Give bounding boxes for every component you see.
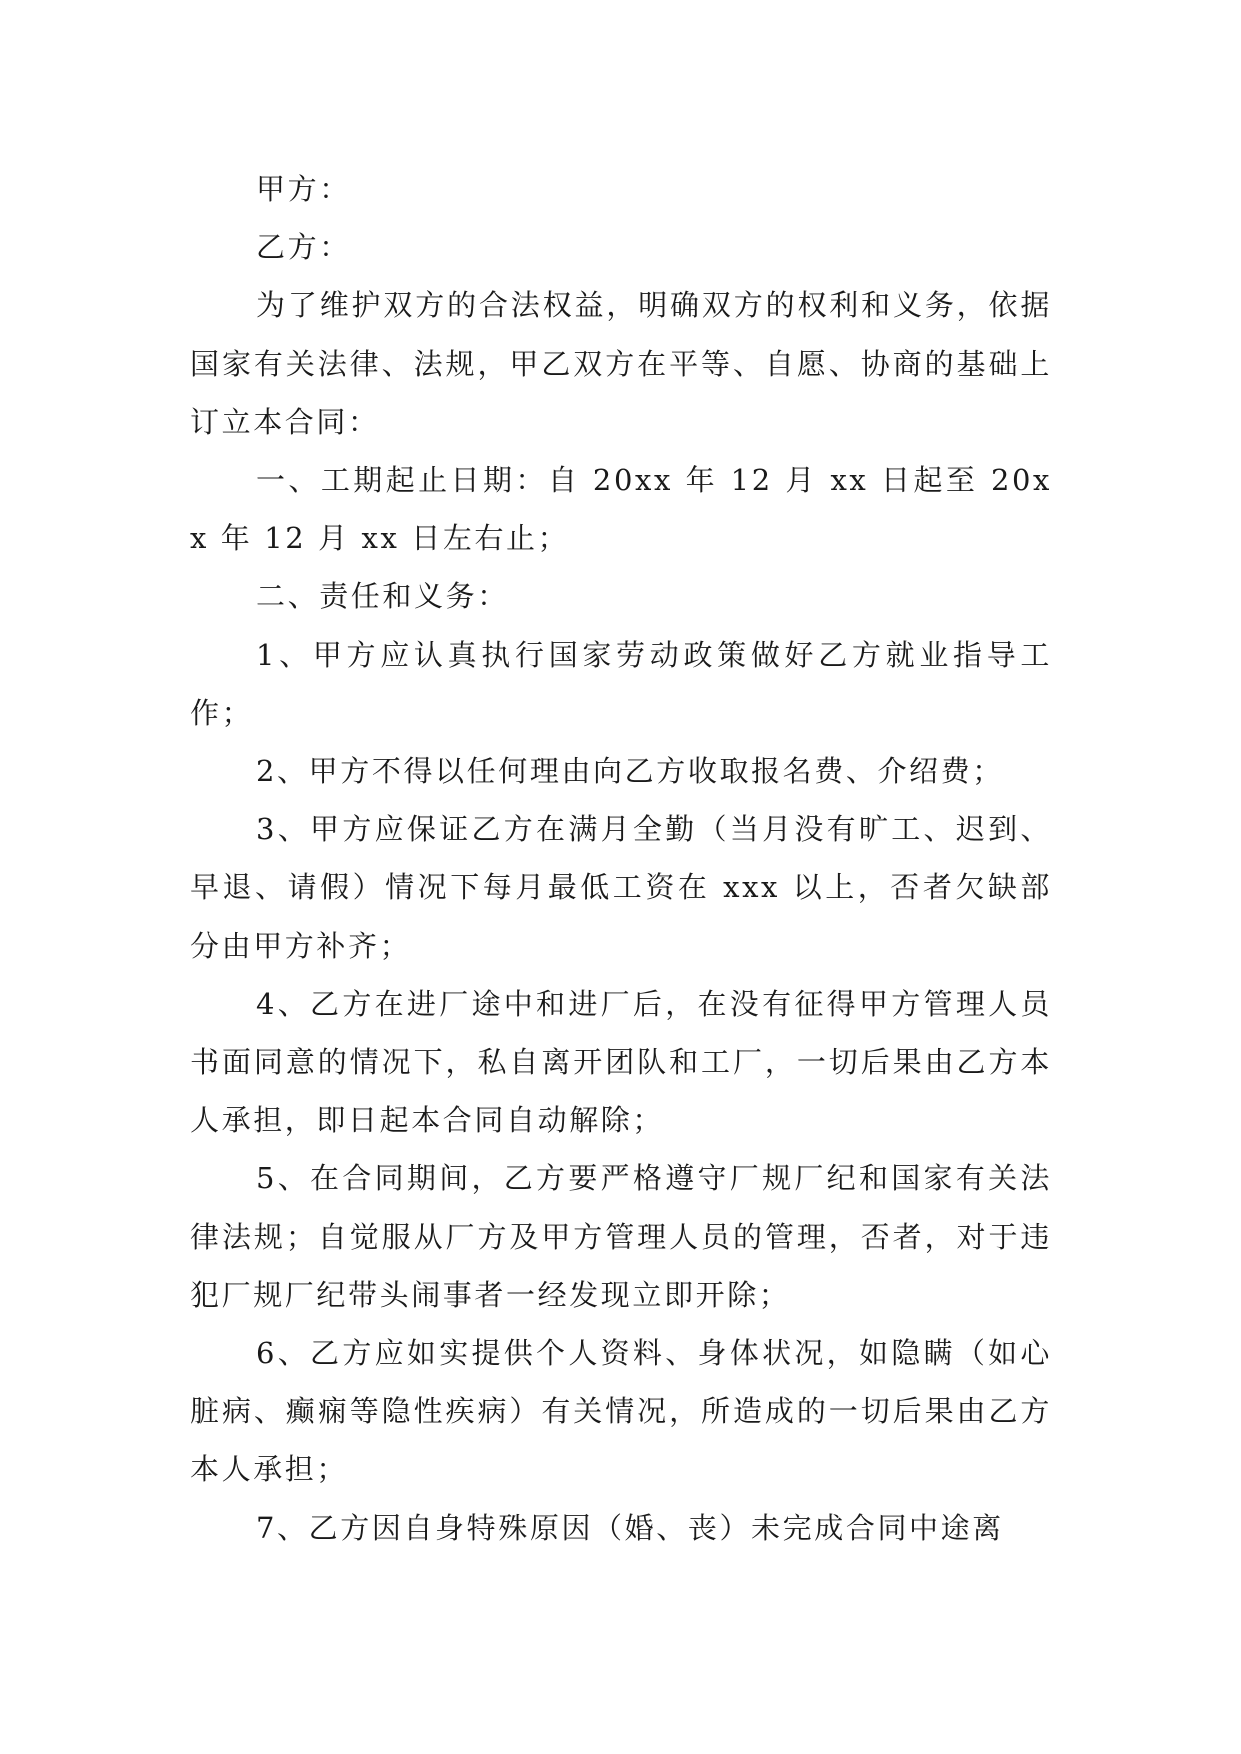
- clause-6: 6、乙方应如实提供个人资料、身体状况，如隐瞒（如心脏病、癫痫等隐性疾病）有关情况，所造成的一切后果由乙方本人承担；: [190, 1336, 1052, 1487]
- party-b-line: 乙方：: [256, 230, 351, 265]
- duties-heading: 二、责任和义务：: [256, 579, 509, 614]
- clause-5: 5、在合同期间，乙方要严格遵守厂规厂纪和国家有关法律法规；自觉服从厂方及甲方管理人员的管理，否者，对于违犯厂规厂纪带头闹事者一经发现立即开除；: [190, 1161, 1052, 1312]
- contract-body: [190, 160, 1052, 1557]
- term-period-clause: 一、工期起止日期：自 20xx 年 12 月 xx 日起至 20xx 年 12 月 xx 日左右止；: [190, 463, 1052, 556]
- preamble-paragraph: 为了维护双方的合法权益，明确双方的权利和义务，依据国家有关法律、法规，甲乙双方在平等、自愿、协商的基础上订立本合同：: [190, 288, 1052, 439]
- clause-3: 3、甲方应保证乙方在满月全勤（当月没有旷工、迟到、早退、请假）情况下每月最低工资在 xxx 以上，否者欠缺部分由甲方补齐；: [190, 812, 1052, 963]
- clause-7: 7、乙方因自身特殊原因（婚、丧）未完成合同中途离: [256, 1510, 1004, 1545]
- clause-2: 2、甲方不得以任何理由向乙方收取报名费、介绍费；: [256, 754, 1004, 789]
- party-a-line: 甲方：: [256, 172, 351, 206]
- clause-1: 1、甲方应认真执行国家劳动政策做好乙方就业指导工作；: [190, 637, 1052, 730]
- clause-4: 4、乙方在进厂途中和进厂后，在没有征得甲方管理人员书面同意的情况下，私自离开团队和工厂，一切后果由乙方本人承担，即日起本合同自动解除；: [190, 986, 1052, 1138]
